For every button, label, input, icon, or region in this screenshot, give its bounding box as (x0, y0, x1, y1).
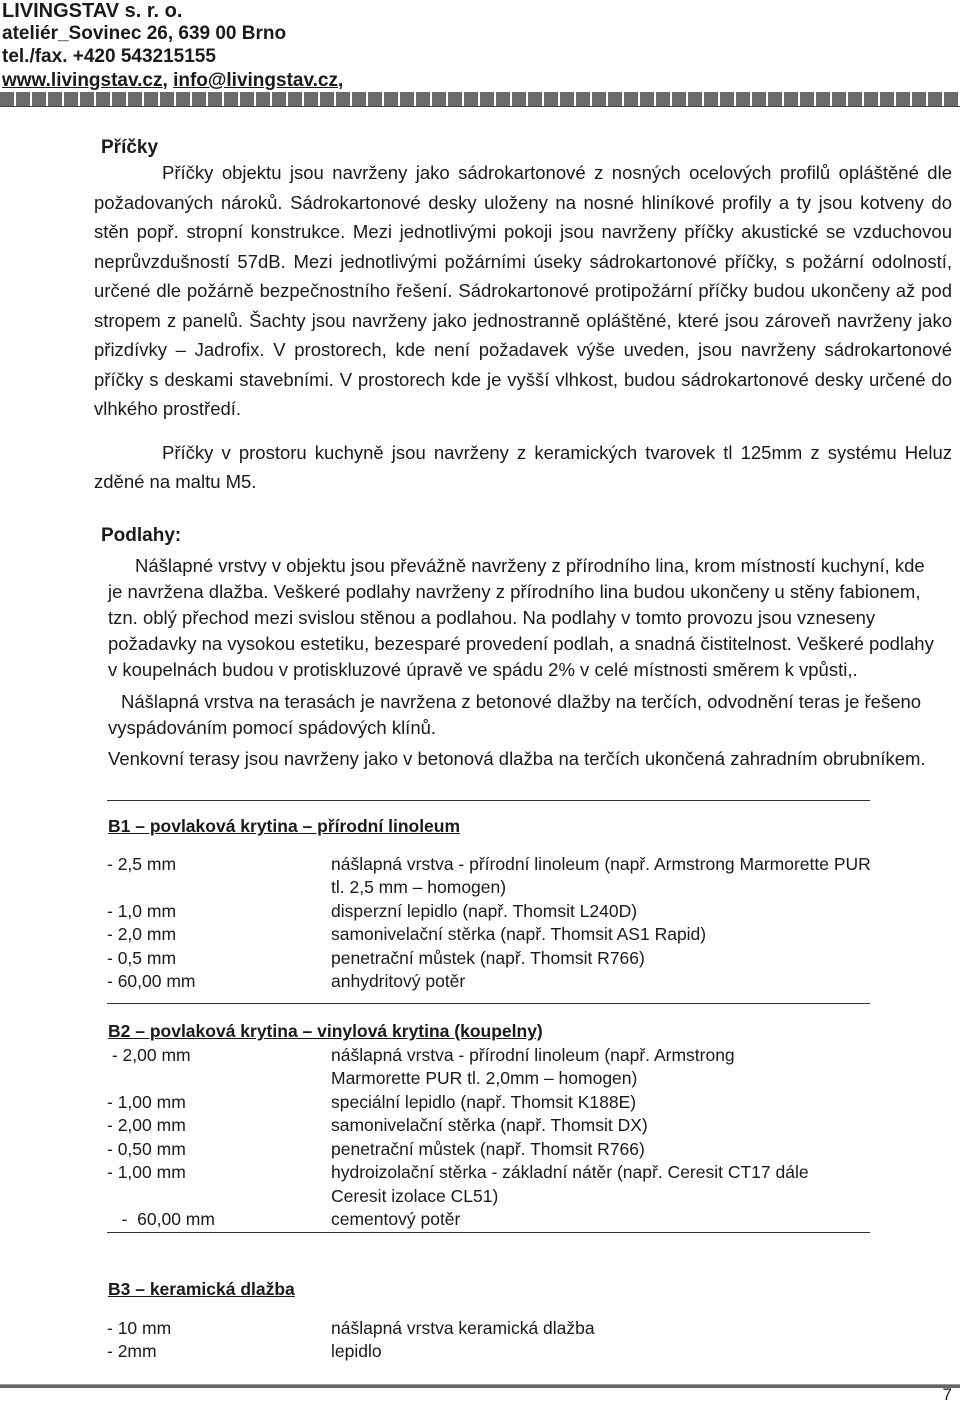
company-address: ateliér_Sovinec 26, 639 00 Brno (2, 23, 287, 44)
page-number: 7 (942, 1385, 952, 1404)
layer-description: penetrační můstek (např. Thomsit R766) (331, 1139, 645, 1159)
paragraph: Nášlapné vrstvy v objektu jsou převážně navrženy z přírodního lina, krom místností kuchyní, kde je navržena dlažba. Veškeré podlahy navrženy z přírodního lina budou ukončeny u stěny fabionem, tzn. oblý přechod mezi svislou stěnou a podlahou. Na podlahy v tomto provozu jsou vzneseny požadavky na vysokou estetiku, bezesparé provedení podlah, a snadná čistitelnost. Veškeré podlahy v koupelnách budou v protiskluzové úpravě ve spádu 2% v celé místnosti směrem k vpůsti,. (108, 555, 934, 680)
layer-description: cementový potěr (331, 1209, 461, 1229)
section-body-pricky (94, 158, 952, 497)
layer-description: lepidlo (331, 1341, 382, 1361)
layer-description: disperzní lepidlo (např. Thomsit L240D) (331, 901, 638, 921)
layer-thickness: - 60,00 mm (107, 1209, 215, 1229)
footer-rule (0, 1384, 960, 1388)
layer-thickness: - 2,00 mm (107, 1115, 186, 1135)
layer-description: Ceresit izolace CL51) (331, 1186, 499, 1206)
layer-thickness: - 1,0 mm (107, 901, 177, 921)
section-heading-podlahy: Podlahy: (101, 525, 182, 546)
contact-separator: , (162, 70, 174, 91)
layer-description: penetrační můstek (např. Thomsit R766) (331, 948, 645, 968)
paragraph: Příčky v prostoru kuchyně jsou navrženy z keramických tvarovek tl 125mm z systému Heluz zděné na maltu M5. (94, 441, 952, 492)
website-link[interactable]: www.livingstav.cz (2, 70, 163, 91)
layer-thickness: - 1,00 mm (107, 1162, 186, 1182)
layer-thickness: - 0,50 mm (107, 1139, 186, 1159)
spec-divider (107, 1003, 870, 1004)
paragraph: Nášlapná vrstva na terasách je navržena z betonové dlažby na terčích, odvodnění teras je řešeno vyspádováním pomocí spádových klínů. (108, 691, 922, 738)
layer-thickness: - 0,5 mm (107, 948, 177, 968)
spec-title-b3: B3 – keramická dlažba (108, 1279, 295, 1299)
section-heading-pricky: Příčky (101, 137, 159, 158)
layer-description: samonivelační stěrka (např. Thomsit DX) (331, 1115, 648, 1135)
header-stripe (0, 92, 960, 107)
layer-thickness: - 60,00 mm (107, 971, 196, 991)
layer-description: speciální lepidlo (např. Thomsit K188E) (331, 1092, 637, 1112)
layer-thickness: - 1,00 mm (107, 1092, 186, 1112)
layer-thickness: - 2mm (107, 1341, 157, 1361)
layer-description: anhydritový potěr (331, 971, 466, 991)
layer-thickness: - 2,5 mm (107, 854, 177, 874)
company-name: LIVINGSTAV s. r. o. (2, 0, 183, 22)
layer-description: nášlapná vrstva - přírodní linoleum (např. Armstrong (331, 1045, 735, 1065)
company-phone: tel./fax. +420 543215155 (2, 46, 216, 67)
layer-description: nášlapná vrstva - přírodní linoleum (např. Armstrong Marmorette PUR (331, 854, 871, 874)
layer-thickness: - 2,00 mm (107, 1045, 191, 1065)
layer-description: hydroizolační stěrka - základní nátěr (např. Ceresit CT17 dále (331, 1162, 809, 1182)
layer-thickness: - 10 mm (107, 1318, 172, 1338)
company-contacts (2, 70, 343, 92)
layer-description: tl. 2,5 mm – homogen) (331, 877, 507, 897)
layer-description: samonivelační stěrka (např. Thomsit AS1 Rapid) (331, 924, 707, 944)
spec-title-b2: B2 – povlaková krytina – vinylová krytina (koupelny) (108, 1021, 543, 1041)
paragraph: Příčky objektu jsou navrženy jako sádrokartonové z nosných ocelových profilů opláštěné dle požadovaných nároků. Sádrokartonové desky uloženy na nosné hliníkové profily a ty jsou kotveny do stěn popř. stropní konstrukce. Mezi jednotlivými pokoji jsou navrženy příčky akustické se vzduchovou neprůvzdušností 57dB. Mezi jednotlivými požárními úseky sádrokartonové příčky, s požární odolností, určené dle požárně bezpečnostního řešení. Sádrokartonové protipožární příčky budou ukončeny až pod stropem z panelů. Šachty jsou navrženy jako jednostranně opláštěné, které jsou zároveň navrženy jako přizdívky – Jadrofix. V prostorech, kde není požadavek výše uveden, jsou navrženy sádrokartonové příčky s deskami stavebními. V prostorech kde je vyšší vlhkost, budou sádrokartonové desky určené do vlhkého prostředí. (94, 162, 952, 419)
email-link[interactable]: info@livingstav.cz, (173, 70, 344, 91)
section-divider (107, 800, 870, 801)
spec-divider (107, 1232, 870, 1233)
section-body-podlahy (108, 553, 936, 772)
layer-description: nášlapná vrstva keramická dlažba (331, 1318, 595, 1338)
layer-thickness: - 2,0 mm (107, 924, 177, 944)
paragraph: Venkovní terasy jsou navrženy jako v betonová dlažba na terčích ukončená zahradním obrubníkem. (108, 748, 926, 769)
layer-description: Marmorette PUR tl. 2,0mm – homogen) (331, 1068, 638, 1088)
spec-title-b1: B1 – povlaková krytina – přírodní linoleum (108, 816, 461, 836)
